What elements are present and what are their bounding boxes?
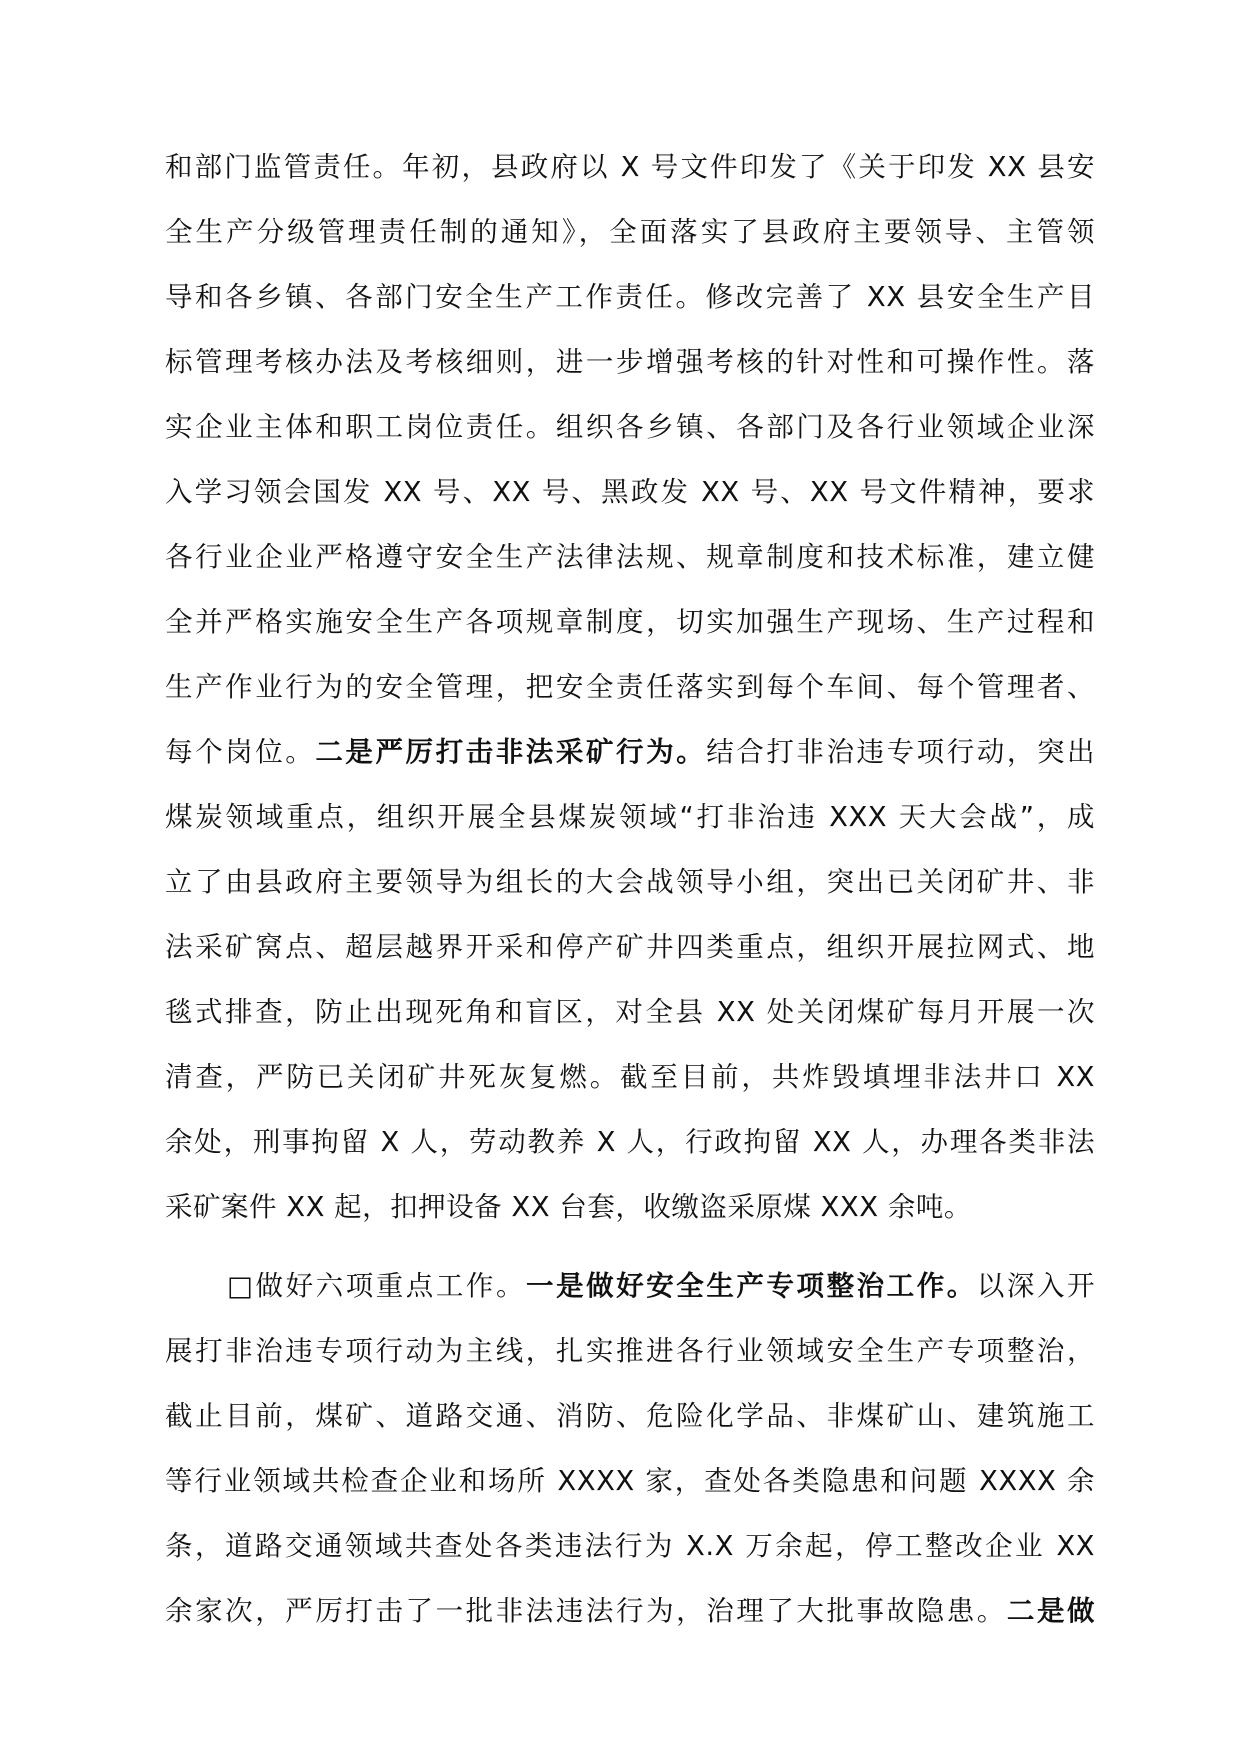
text-line [165,720,1095,785]
bold-heading-special-rectification: 一是做好安全生产专项整治工作。 [526,1270,977,1302]
text-line: 立了由县政府主要领导为组长的大会战领导小组，突出已关闭矿井、非 [165,866,1095,898]
text-line: 全生产分级管理责任制的通知》，全面落实了县政府主要领导、主管领 [165,216,1095,248]
bold-heading-continued: 二是做 [1006,1595,1096,1627]
text-line: 导和各乡镇、各部门安全生产工作责任。修改完善了 XX 县安全生产目 [165,281,1095,313]
text-line: 采矿案件 XX 起，扣押设备 XX 台套，收缴盗采原煤 XXX 余吨。 [165,1191,972,1223]
text-line: 展打非治违专项行动为主线，扎实推进各行业领域安全生产专项整治， [165,1335,1095,1367]
text-segment: 余家次，严厉打击了一批非法违法行为，治理了大批事故隐患。 [165,1595,1007,1627]
text-line: 毯式排查，防止出现死角和盲区，对全县 XX 处关闭煤矿每月开展一次 [165,996,1095,1028]
text-segment: 结合打非治违专项行动，突出 [706,736,1096,768]
paragraph-gap [165,1240,1095,1254]
text-line: 法采矿窝点、超层越界开采和停产矿井四类重点，组织开展拉网式、地 [165,931,1095,963]
text-line: 实企业主体和职工岗位责任。组织各乡镇、各部门及各行业领域企业深 [165,411,1095,443]
text-line: 全并严格实施安全生产各项规章制度，切实加强生产现场、生产过程和 [165,606,1095,638]
text-line: 煤炭领域重点，组织开展全县煤炭领域“打非治违 XXX 天大会战”，成 [165,801,1095,833]
text-line: 生产作业行为的安全管理，把安全责任落实到每个车间、每个管理者、 [165,671,1095,703]
paragraph-six-key-tasks [165,1254,1095,1644]
text-segment: 以深入开 [976,1270,1096,1302]
paragraph-responsibility [165,135,1095,1240]
text-line: 和部门监管责任。年初，县政府以 X 号文件印发了《关于印发 XX 县安 [165,151,1095,183]
text-line: 清查，严防已关闭矿井死灰复燃。截至目前，共炸毁填埋非法井口 XX [165,1061,1095,1093]
text-line: 入学习领会国发 XX 号、XX 号、黑政发 XX 号、XX 号文件精神，要求 [165,476,1095,508]
text-line: 标管理考核办法及考核细则，进一步增强考核的针对性和可操作性。落 [165,346,1095,378]
text-line: 条，道路交通领域共查处各类违法行为 X.X 万余起，停工整改企业 XX [165,1530,1095,1562]
text-segment: □做好六项重点工作。 [227,1270,527,1302]
text-line: 余处，刑事拘留 X 人，劳动教养 X 人，行政拘留 XX 人，办理各类非法 [165,1126,1095,1158]
body-text [165,135,1095,1644]
text-line [165,1254,1095,1319]
text-line: 等行业领域共检查企业和场所 XXXX 家，查处各类隐患和问题 XXXX 余 [165,1465,1095,1497]
bold-heading-illegal-mining: 二是严厉打击非法采矿行为。 [315,736,707,768]
text-segment: 每个岗位。 [165,736,316,768]
text-line: 截止目前，煤矿、道路交通、消防、危险化学品、非煤矿山、建筑施工 [165,1400,1095,1432]
text-line [165,1579,1095,1644]
text-line: 各行业企业严格遵守安全生产法律法规、规章制度和技术标准，建立健 [165,541,1095,573]
